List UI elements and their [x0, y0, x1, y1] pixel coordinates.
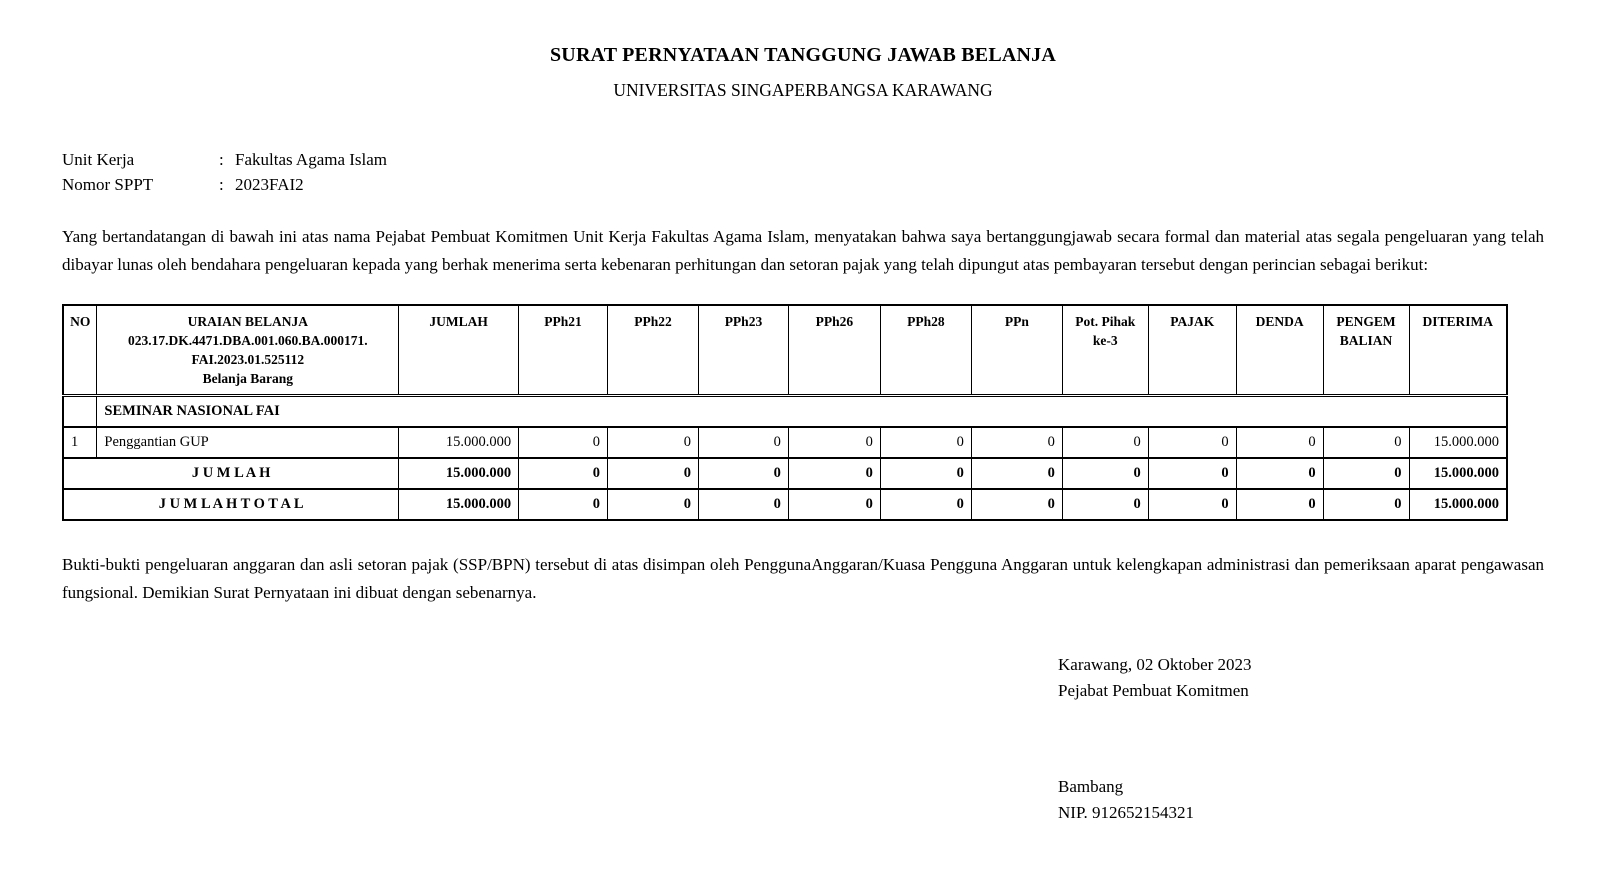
- signature-nip: NIP. 912652154321: [1058, 803, 1195, 822]
- jumlah-total-pph23: 0: [698, 489, 788, 520]
- col-header-uraian-belanja: [97, 305, 399, 396]
- col-header-pengembalian: PENGEM BALIAN: [1323, 305, 1409, 396]
- col-header-jumlah: JUMLAH: [399, 305, 519, 396]
- opening-paragraph: Yang bertandatangan di bawah ini atas nama Pejabat Pembuat Komitmen Unit Kerja Fakultas Agama Islam, menyatakan bahwa saya bertanggungjawab secara formal dan material atas segala pengeluaran yang telah dibayar lunas oleh bendahara pengeluaran kepada yang berhak menerima serta kebenaran perhitungan dan setoran pajak yang telah dipungut atas pembayaran tersebut dengan perincian sebagai berikut:: [62, 227, 1544, 274]
- closing-paragraph: Bukti-bukti pengeluaran anggaran dan asli setoran pajak (SSP/BPN) tersebut di atas disimpan oleh PenggunaAnggaran/Kuasa Pengguna Anggaran untuk kelengkapan administrasi dan pemeriksaan aparat pengawasan fungsional. Demikian Surat Pernyataan ini dibuat dengan sebenarnya.: [62, 555, 1544, 602]
- jumlah-pajak: 0: [1148, 458, 1236, 489]
- section-title: SEMINAR NASIONAL FAI: [97, 396, 1507, 428]
- nomor-sppt-label: Nomor SPPT: [62, 175, 154, 194]
- section-row-no-cell: [63, 396, 97, 428]
- jumlah-total-pph26: 0: [788, 489, 880, 520]
- jumlah-label: J U M L A H: [63, 458, 399, 489]
- unit-kerja-value: Fakultas Agama Islam: [235, 150, 388, 169]
- col-header-pph28: PPh28: [880, 305, 971, 396]
- jumlah-total-pengembalian: 0: [1323, 489, 1409, 520]
- jumlah-denda: 0: [1236, 458, 1323, 489]
- row-pph23: 0: [698, 427, 788, 458]
- section-row: [63, 396, 1507, 428]
- meta-row-unit-kerja: [62, 147, 1544, 172]
- expense-table-header: [63, 305, 1507, 396]
- signature-space: [1058, 704, 1544, 774]
- row-pph26: 0: [788, 427, 880, 458]
- col-header-diterima: DITERIMA: [1409, 305, 1507, 396]
- uraian-header-line-1: URAIAN BELANJA: [187, 314, 309, 329]
- col-header-no: NO: [63, 305, 97, 396]
- jumlah-total-diterima: 15.000.000: [1409, 489, 1507, 520]
- uraian-header-line-4: Belanja Barang: [202, 371, 294, 386]
- jumlah-pph21: 0: [519, 458, 608, 489]
- jumlah-total-jumlah: 15.000.000: [399, 489, 519, 520]
- unit-kerja-colon: :: [219, 150, 224, 169]
- row-no: 1: [63, 427, 97, 458]
- jumlah-pph28: 0: [880, 458, 971, 489]
- col-header-pph23: PPh23: [698, 305, 788, 396]
- jumlah-jumlah: 15.000.000: [399, 458, 519, 489]
- jumlah-pph22: 0: [608, 458, 699, 489]
- row-denda: 0: [1236, 427, 1323, 458]
- col-header-pot-pihak-ke3: Pot. Pihak ke-3: [1062, 305, 1148, 396]
- jumlah-total-pph21: 0: [519, 489, 608, 520]
- row-pajak: 0: [1148, 427, 1236, 458]
- jumlah-total-label: J U M L A H T O T A L: [63, 489, 399, 520]
- jumlah-diterima: 15.000.000: [1409, 458, 1507, 489]
- jumlah-total-pph22: 0: [608, 489, 699, 520]
- uraian-header-line-3: FAI.2023.01.525112: [191, 352, 305, 367]
- col-header-ppn: PPn: [971, 305, 1062, 396]
- row-pph22: 0: [608, 427, 699, 458]
- row-pot-pihak-ke3: 0: [1062, 427, 1148, 458]
- document-title: SURAT PERNYATAAN TANGGUNG JAWAB BELANJA: [549, 44, 1057, 66]
- signature-name: Bambang: [1058, 777, 1124, 796]
- row-pph21: 0: [519, 427, 608, 458]
- jumlah-pot-pihak-ke3: 0: [1062, 458, 1148, 489]
- col-header-pph26: PPh26: [788, 305, 880, 396]
- signature-place-date: Karawang, 02 Oktober 2023: [1058, 655, 1252, 674]
- row-jumlah: 15.000.000: [399, 427, 519, 458]
- nomor-sppt-colon: :: [219, 175, 224, 194]
- jumlah-total-ppn: 0: [971, 489, 1062, 520]
- jumlah-pengembalian: 0: [1323, 458, 1409, 489]
- document-meta: [62, 147, 1544, 197]
- header-row: [63, 305, 1507, 396]
- jumlah-pph23: 0: [698, 458, 788, 489]
- col-header-pph21: PPh21: [519, 305, 608, 396]
- uraian-header-line-2: 023.17.DK.4471.DBA.001.060.BA.000171.: [128, 333, 368, 348]
- unit-kerja-label: Unit Kerja: [62, 150, 135, 169]
- signature-block: [1058, 652, 1544, 826]
- col-header-pph22: PPh22: [608, 305, 699, 396]
- jumlah-pph26: 0: [788, 458, 880, 489]
- nomor-sppt-value: 2023FAI2: [235, 175, 304, 194]
- signature-role: Pejabat Pembuat Komitmen: [1058, 681, 1249, 700]
- expense-table: [62, 304, 1508, 521]
- jumlah-total-pajak: 0: [1148, 489, 1236, 520]
- jumlah-total-row: [63, 489, 1507, 520]
- row-diterima: 15.000.000: [1409, 427, 1507, 458]
- row-pengembalian: 0: [1323, 427, 1409, 458]
- col-header-denda: DENDA: [1236, 305, 1323, 396]
- jumlah-ppn: 0: [971, 458, 1062, 489]
- jumlah-total-pph28: 0: [880, 489, 971, 520]
- jumlah-total-pot-pihak-ke3: 0: [1062, 489, 1148, 520]
- row-uraian: Penggantian GUP: [97, 427, 399, 458]
- col-header-pajak: PAJAK: [1148, 305, 1236, 396]
- document-subtitle: UNIVERSITAS SINGAPERBANGSA KARAWANG: [613, 80, 993, 100]
- expense-table-body: [63, 396, 1507, 521]
- row-pph28: 0: [880, 427, 971, 458]
- jumlah-row: [63, 458, 1507, 489]
- table-row: [63, 427, 1507, 458]
- row-ppn: 0: [971, 427, 1062, 458]
- meta-row-nomor-sppt: [62, 172, 1544, 197]
- jumlah-total-denda: 0: [1236, 489, 1323, 520]
